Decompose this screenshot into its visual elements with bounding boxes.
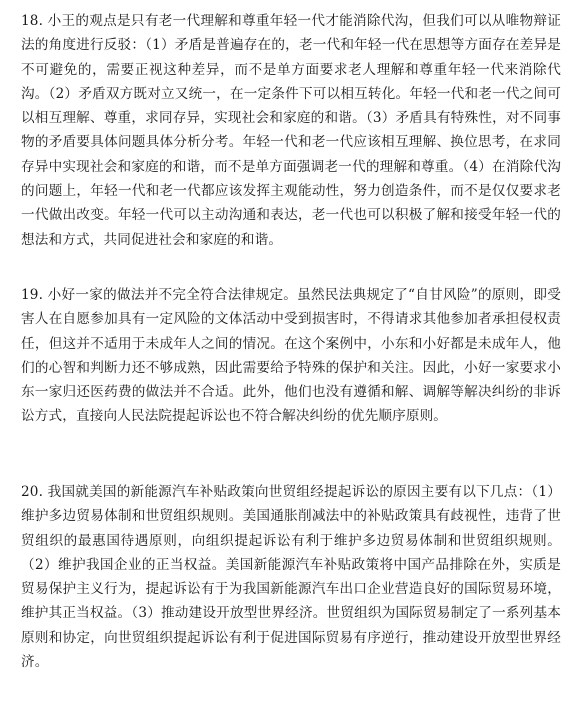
answer-paragraph-19: 19. 小好一家的做法并不完全符合法律规定。虽然民法典规定了“自甘风险”的原则，即受害人在自愿参加具有一定风险的文体活动中受到损害时，不得请求其他参加者承担侵权责任，但这并不适用于未成年人之间的情况。在这个案例中，小东和小好都是未成年人，他们的心智和判断力还不够成熟，因此需要给予特殊的保护和关注。因此，小好一家要求小东一家归还医药费的做法并不合适。此外，他们也没有遵循和解、调解等解决纠纷的非诉讼方式，直接向人民法院提起诉讼也不符合解决纠纷的优先顺序原则。 bbox=[21, 287, 561, 425]
answer-paragraph-18: 18. 小王的观点是只有老一代理解和尊重年轻一代才能消除代沟，但我们可以从唯物辩证法的角度进行反驳：（1）矛盾是普遍存在的，老一代和年轻一代在思想等方面存在差异是不可避免的，需要正视这种差异，而不是单方面要求老人理解和尊重年轻一代来消除代沟。（2）矛盾双方既对立又统一，在一定条件下可以相互转化。年轻一代和老一代之间可以相互理解、尊重，求同存异，实现社会和家庭的和谐。（3）矛盾具有特殊性，对不同事物的矛盾要具体问题具体分析分考。年轻一代和老一代应该相互理解、换位思考，在求同存异中实现社会和家庭的和谐，而不是单方面强调老一代的理解和尊重。（4）在消除代沟的问题上，年轻一代和老一代都应该发挥主观能动性，努力创造条件，而不是仅仅要求老一代做出改变。年轻一代可以主动沟通和表达，老一代也可以积极了解和接受年轻一代的想法和方式，共同促进社会和家庭的和谐。 bbox=[21, 13, 561, 248]
answer-paragraph-20: 20. 我国就美国的新能源汽车补贴政策向世贸组经提起诉讼的原因主要有以下几点：（1）维护多边贸易体制和世贸组织规则。美国通胀削减法中的补贴政策具有歧视性，违背了世贸组织的最惠国待遇原则，向组织提起诉讼有利于维护多边贸易体制和世贸组织规则。（2）维护我国企业的正当权益。美国新能源汽车补贴政策将中国产品排除在外，实质是贸易保护主义行为，提起诉讼有于为我国新能源汽车出口企业营造良好的国际贸易环境，维护其正当权益。（3）推动建设开放型世界经济。世贸组织为国际贸易制定了一系列基本原则和协定，向世贸组织提起诉讼有利于促进国际贸易有序逆行，推动建设开放型世界经济。 bbox=[21, 484, 561, 671]
